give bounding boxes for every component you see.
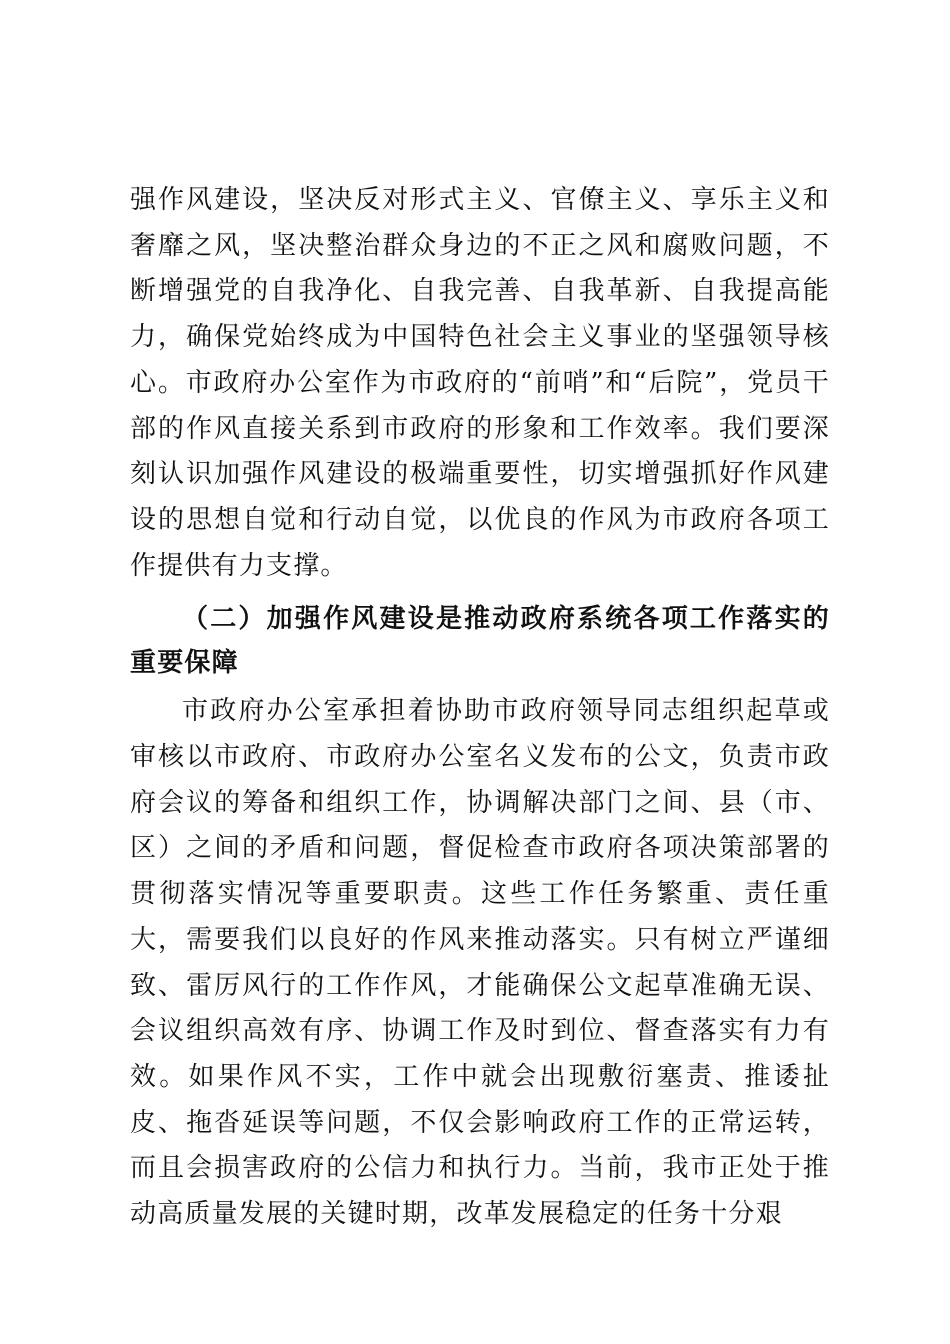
body-paragraph-continued: 强作风建设，坚决反对形式主义、官僚主义、享乐主义和奢靡之风，坚决整治群众身边的不正之风和腐败问题，不断增强党的自我净化、自我完善、自我革新、自我提高能力，确保党始终成为中国特色社会主义事业的坚强领导核心。市政府办公室作为市政府的“前哨”和“后院”，党员干部的作风直接关系到市政府的形象和工作效率。我们要深刻认识加强作风建设的极端重要性，切实增强抓好作风建设的思想自觉和行动自觉，以优良的作风为市政府各项工作提供有力支撑。 [130,185,830,581]
section-heading-2: （二）加强作风建设是推动政府系统各项工作落实的重要保障 [130,604,830,679]
document-page [130,178,830,1238]
body-paragraph: 市政府办公室承担着协助市政府领导同志组织起草或审核以市政府、市政府办公室名义发布的公文，负责市政府会议的筹备和组织工作，协调解决部门之间、县（市、区）之间的矛盾和问题，督促检查市政府各项决策部署的贯彻落实情况等重要职责。这些工作任务繁重、责任重大，需要我们以良好的作风来推动落实。只有树立严谨细致、雷厉风行的工作作风，才能确保公文起草准确无误、会议组织高效有序、协调工作及时到位、督查落实有力有效。如果作风不实，工作中就会出现敷衍塞责、推诿扯皮、拖沓延误等问题，不仅会影响政府工作的正常运转，而且会损害政府的公信力和执行力。当前，我市正处于推动高质量发展的关键时期，改革发展稳定的任务十分艰 [130,696,830,1230]
